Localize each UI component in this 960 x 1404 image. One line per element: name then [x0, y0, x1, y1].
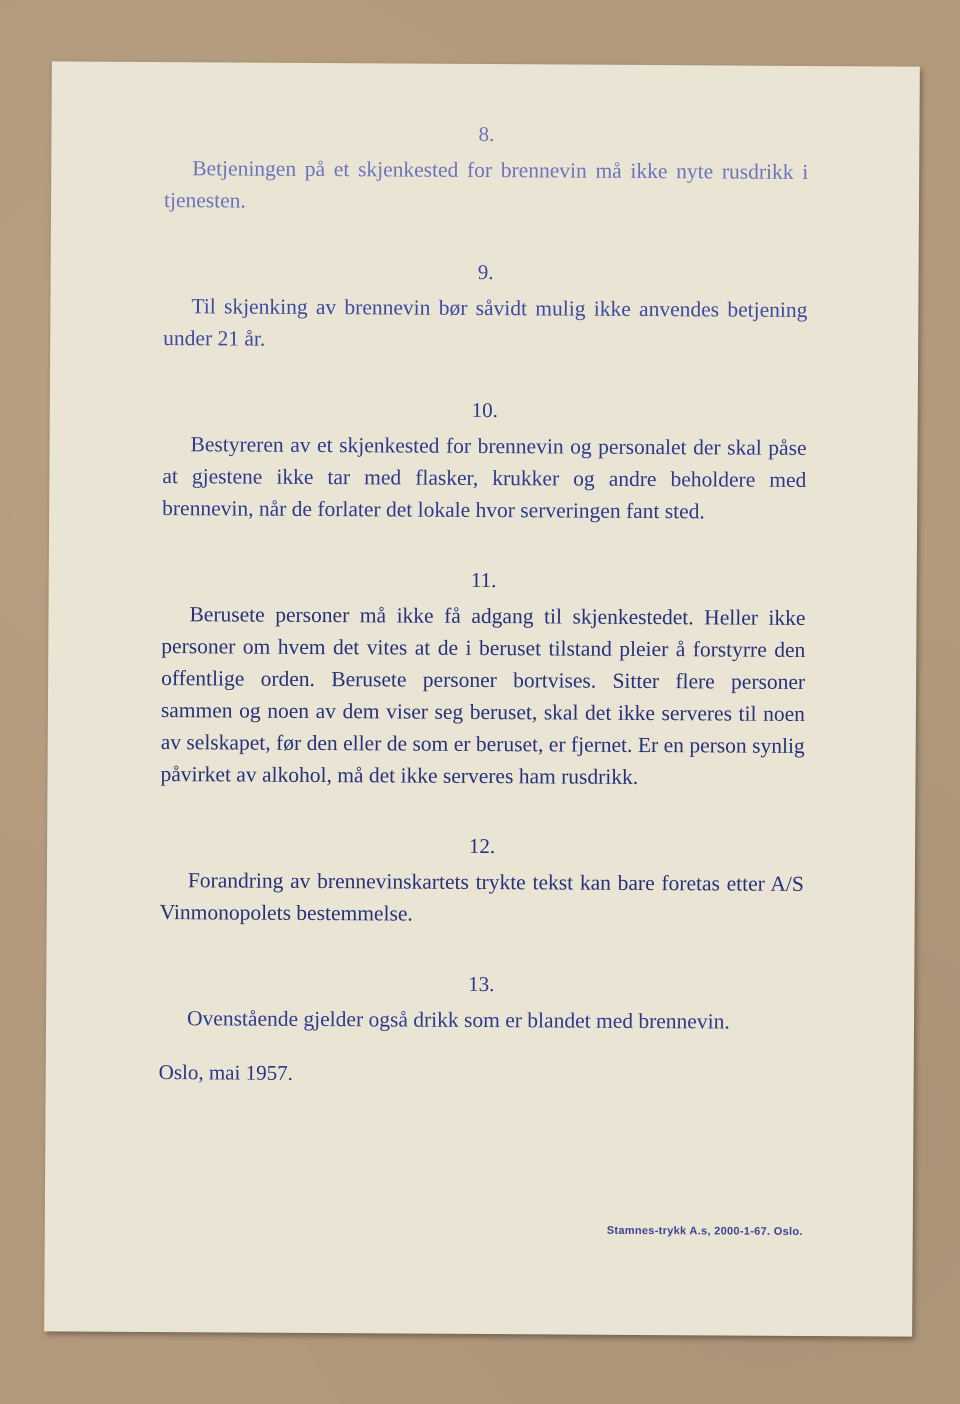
section-text: Til skjenking av brennevin bør såvidt mulig ikke anvendes betjening under 21 år. — [163, 294, 808, 351]
section-number: 9. — [477, 259, 494, 285]
section-11 — [160, 562, 805, 794]
section-text: Berusete personer må ikke få adgang til skjenkestedet. Heller ikke personer om hvem det vites at de i beruset tilstand pleier å forstyrre den offentlige orden. Berusete personer bortvises. Sitter flere personer sammen og noen av dem viser seg beruset, skal det ikke serveres til noen av selskapet, før den eller de som er beruset, er fjernet. Er en person synlig påvirket av alkohol, må det ikke serveres ham rusdrikk. — [160, 602, 806, 789]
section-text: Forandring av brennevinskartets trykte tekst kan bare foretas etter A/S Vinmonopolets bestemmelse. — [159, 868, 804, 926]
section-10 — [162, 392, 807, 528]
section-number: 12. — [468, 833, 496, 859]
section-number: 11. — [470, 567, 497, 593]
document-sheet — [44, 61, 920, 1336]
document-body — [159, 116, 809, 1092]
printer-imprint: Stamnes-trykk A.s, 2000-1-67. Oslo. — [606, 1224, 803, 1238]
date-line: Oslo, mai 1957. — [158, 1060, 293, 1085]
section-9 — [163, 254, 808, 358]
section-number: 10. — [471, 397, 498, 423]
section-text: Ovenstående gjelder også drikk som er blandet med brennevin. — [186, 1006, 730, 1034]
section-number: 13. — [468, 971, 495, 997]
section-12 — [160, 828, 805, 932]
section-number: 8. — [478, 121, 495, 147]
section-8 — [164, 116, 809, 220]
section-text: Betjeningen på et skjenkested for brennevin må ikke nyte rusdrikk i tjenesten. — [163, 156, 809, 213]
section-text: Bestyreren av et skjenkested for brennevin og personalet der skal påse at gjestene ikke tar med flasker, krukker og andre beholdere med brennevin, når de forlater det lokale hvor serveringen fant sted. — [162, 432, 807, 524]
section-13 — [159, 966, 803, 1038]
